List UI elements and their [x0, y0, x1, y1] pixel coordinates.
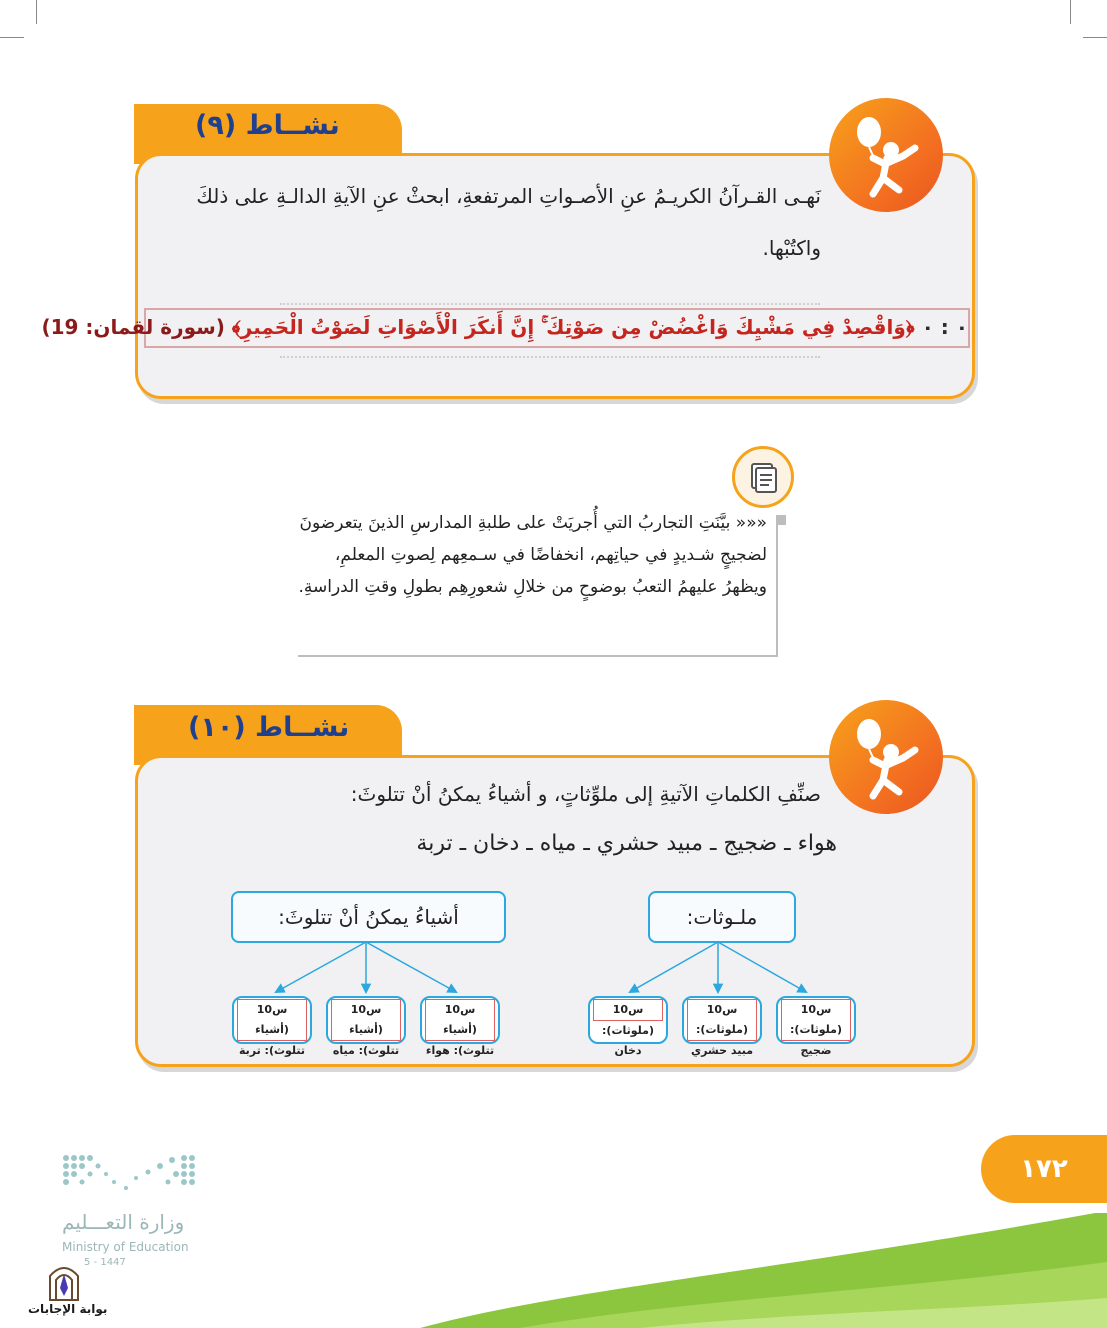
activity9-question-line2: واكتُبْها. — [762, 236, 821, 260]
answer-box-value: تتلوث): تربة — [238, 1044, 306, 1057]
answer-box-label: س10 — [593, 999, 663, 1021]
info-line: لضجيجٍ شـديدٍ في حياتِهم، انخفاضًا في سـمعِهم لِصوتِ المعلمِ، — [334, 545, 767, 565]
info-line: ويظهرُ عليهمُ التعبُ بوضوحٍ من خلالِ شعورِهِم بطولِ وقتِ الدراسةِ. — [298, 577, 767, 597]
answer-box-value: (ملوثات): دخان — [602, 1024, 654, 1057]
activity10-instruction: صنِّفِ الكلماتِ الآتيةِ إلى ملوِّثاتٍ، و أشياءُ يمكنُ أنْ تتلوثَ: — [350, 782, 821, 806]
pollutants-header-box: ملـوثات: — [648, 891, 796, 943]
verse-text: ﴿وَاقْصِدْ فِي مَشْيِكَ وَاغْضُضْ مِن صَوْتِكَ ۚ إِنَّ أَنكَرَ الْأَصْوَاتِ لَصَوْتُ الْحَمِيرِ﴾ — [231, 315, 915, 339]
answer-box-value: مبيد حشري — [690, 1044, 754, 1057]
ministry-year: 5 - 1447 — [84, 1257, 126, 1268]
answer-box-label: س10 (أشياء — [237, 999, 307, 1041]
answer-box-value: ضجيج — [800, 1044, 832, 1057]
answer-box-value: تتلوث): هواء — [425, 1044, 495, 1057]
ministry-logo-dots — [60, 1152, 200, 1200]
info-line: ««« بيَّنَتِ التجاربُ التي أُجريَتْ على طلبةِ المدارسِ الذينَ يتعرضونَ — [299, 513, 767, 533]
activity10-words: هواء ـ ضجيج ـ مبيد حشري ـ مياه ـ دخان ـ تربة — [416, 831, 837, 856]
verse-marker: ٠ : ٠ — [921, 315, 968, 339]
activity9-question-line1: نَهـى القـرآنُ الكريـمُ عنِ الأصـواتِ المرتفعةِ، ابحثْ عنِ الآيةِ الدالـةِ على ذلكَ — [196, 184, 821, 208]
activity9-title: نشــاط (٩) — [195, 110, 340, 141]
activity10-title: نشــاط (١٠) — [188, 712, 350, 743]
answer-box-label: س10 (أشياء — [331, 999, 401, 1041]
portal-logo-icon — [44, 1258, 84, 1302]
ministry-name-ar: وزارة التعـــليم — [62, 1210, 185, 1234]
ministry-name-en: Ministry of Education — [62, 1240, 189, 1254]
portal-label: بوابة الإجابات — [28, 1302, 108, 1316]
page-number: ١٧٢ — [981, 1135, 1107, 1203]
answer-box-label: س10 (أشياء — [425, 999, 495, 1041]
things-header-box: أشياءُ يمكنُ أنْ تتلوثَ: — [231, 891, 506, 943]
answer-box-value: تتلوث): مياه — [332, 1044, 400, 1057]
verse-reference: (سورة لقمان: 19) — [41, 315, 225, 339]
answer-box-label: س10 (ملوثات): — [687, 999, 757, 1041]
answer-box-label: س10 (ملوثات): — [781, 999, 851, 1041]
